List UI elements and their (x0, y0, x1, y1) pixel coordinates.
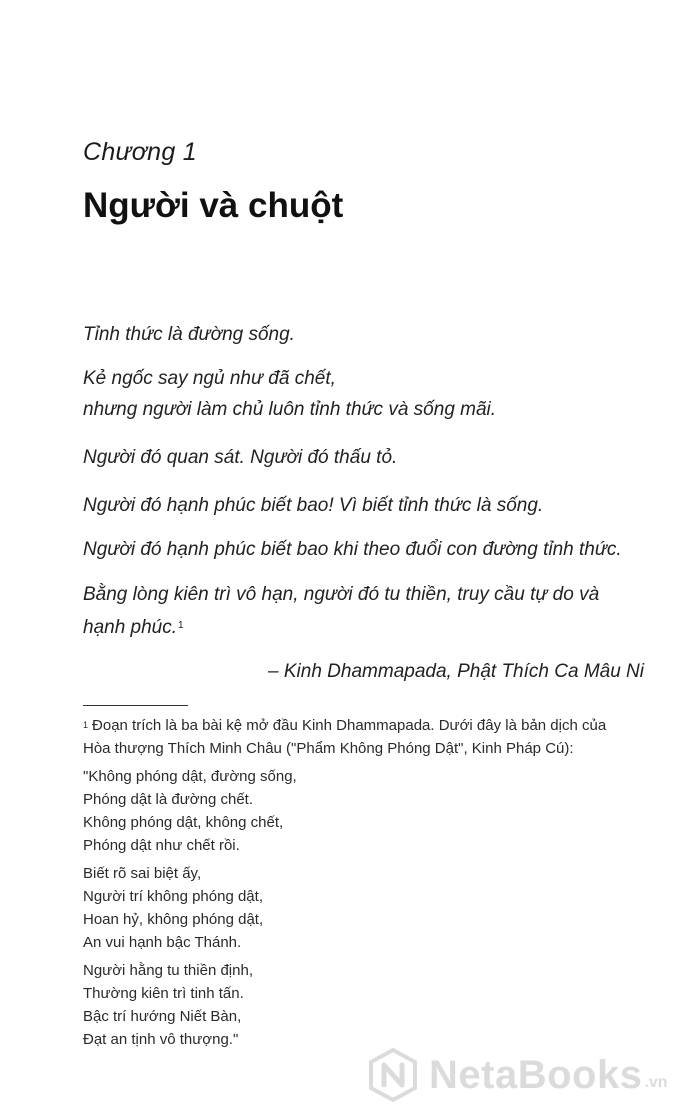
watermark (365, 1045, 695, 1105)
footnote-intro-line: Hòa thượng Thích Minh Châu ("Phẩm Không Phóng Dật", Kinh Pháp Cú): (83, 740, 574, 757)
footnote-verse-line: Đạt an tịnh vô thượng." (83, 1031, 239, 1048)
epigraph-line: Kẻ ngốc say ngủ như đã chết, (83, 368, 336, 389)
footnote-verse-line: Thường kiên trì tinh tấn. (83, 985, 244, 1002)
epigraph-line: Bằng lòng kiên trì vô hạn, người đó tu thiền, truy cầu tự do và (83, 584, 600, 605)
epigraph-line: Tỉnh thức là đường sống. (83, 324, 295, 345)
footnote-marker: 1 (83, 720, 89, 730)
footnote-verse-line: Biết rõ sai biệt ấy, (83, 865, 202, 882)
footnote-verse-line: "Không phóng dật, đường sống, (83, 768, 297, 785)
footnote-verse-line: Bậc trí hướng Niết Bàn, (83, 1008, 242, 1025)
epigraph-line: nhưng người làm chủ luôn tỉnh thức và sống mãi. (83, 399, 497, 420)
footnote-verse-line: Người hằng tu thiền định, (83, 962, 253, 979)
watermark-suffix: .vn (644, 1074, 668, 1091)
footnote-intro-text: Đoạn trích là ba bài kệ mở đầu Kinh Dhammapada. Dưới đây là bản dịch của (92, 717, 607, 734)
footnote-verse-line: An vui hạnh bậc Thánh. (83, 934, 242, 951)
footnote-verse-line: Hoan hỷ, không phóng dật, (83, 911, 264, 928)
footnote-verse-line: Không phóng dật, không chết, (83, 814, 284, 831)
epigraph-line-last (83, 611, 653, 645)
epigraph-line: Người đó quan sát. Người đó thấu tỏ. (83, 447, 398, 468)
chapter-label: Chương 1 (83, 138, 197, 166)
watermark-brand: NetaBooks (429, 1052, 643, 1097)
epigraph-line: Người đó hạnh phúc biết bao khi theo đuổi con đường tỉnh thức. (83, 539, 622, 560)
footnote-verse-line: Người trí không phóng dật, (83, 888, 263, 905)
chapter-title: Người và chuột (83, 186, 344, 225)
epigraph-line-text: hạnh phúc. (83, 617, 178, 638)
footnote-verse-line: Phóng dật như chết rồi. (83, 837, 240, 854)
epigraph-attribution: – Kinh Dhammapada, Phật Thích Ca Mâu Ni (268, 661, 644, 682)
epigraph-line: Người đó hạnh phúc biết bao! Vì biết tỉnh thức là sống. (83, 495, 544, 516)
footnote-verse-line: Phóng dật là đường chết. (83, 791, 253, 808)
footnote-divider (83, 705, 188, 706)
footnote-reference[interactable]: 1 (178, 620, 184, 631)
footnote-intro-line (83, 714, 683, 738)
netabooks-logo-icon (365, 1047, 421, 1103)
